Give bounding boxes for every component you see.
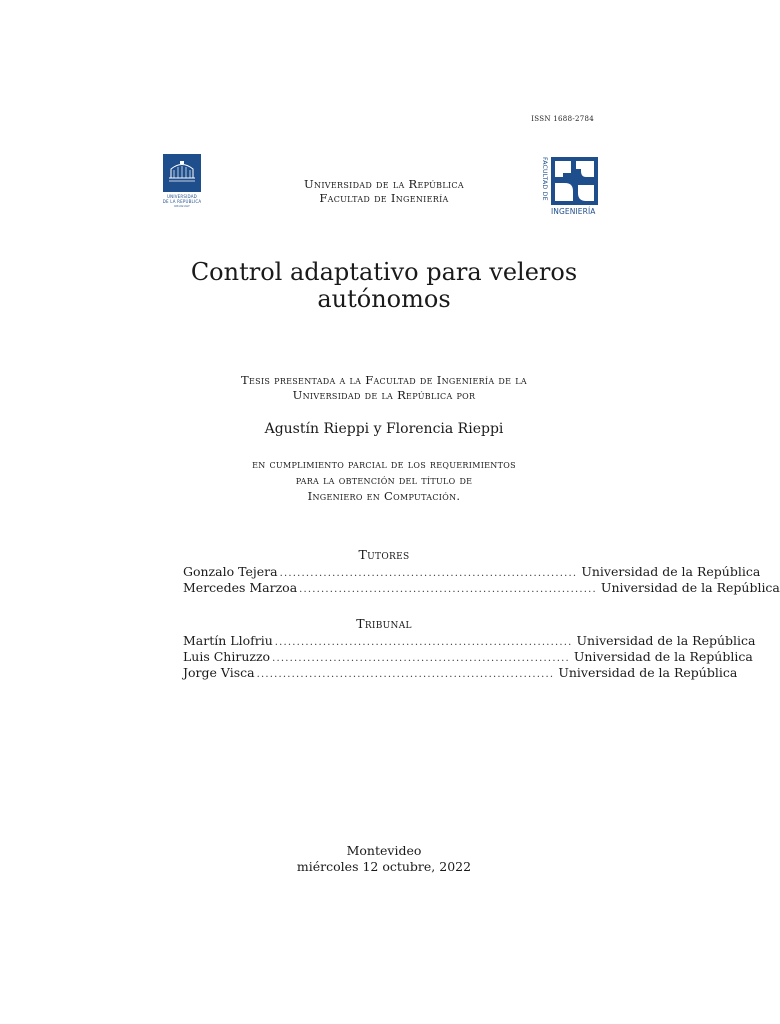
university-name: Universidad de la República <box>304 177 464 191</box>
presentation-line: Universidad de la República por <box>292 388 476 402</box>
person-name: Martín Llofriu <box>183 633 273 648</box>
tribunal-list <box>183 633 756 681</box>
fing-logo <box>537 155 601 217</box>
authors: Agustín Rieppi y Florencia Rieppi <box>264 421 504 437</box>
udelar-caption-line: DE LA REPÚBLICA <box>162 199 202 204</box>
person-name: Jorge Visca <box>183 665 255 680</box>
list-item <box>183 665 738 681</box>
thesis-presentation <box>0 373 768 403</box>
city: Montevideo <box>346 843 422 858</box>
fulfillment-line: para la obtención del título de <box>295 473 473 487</box>
person-institution: Universidad de la República <box>600 580 780 595</box>
udelar-caption-line: UNIVERSIDAD <box>167 194 197 199</box>
leader-dots: .................................................................... <box>272 653 570 664</box>
thesis-title-line: autónomos <box>317 285 451 313</box>
thesis-title <box>0 259 768 313</box>
fulfillment-line: en cumplimiento parcial de los requerimientos <box>252 457 516 471</box>
leader-dots: .................................................................... <box>279 568 578 579</box>
presentation-line: Tesis presentada a la Facultad de Ingeniería de la <box>241 373 527 387</box>
degree-fulfillment <box>0 456 768 504</box>
leader-dots: .................................................................... <box>274 637 573 648</box>
tutores-list <box>183 564 780 596</box>
person-institution: Universidad de la República <box>576 633 756 648</box>
fing-emblem-icon <box>551 157 598 205</box>
date: miércoles 12 octubre, 2022 <box>296 859 472 874</box>
list-item <box>183 580 780 596</box>
tribunal-heading: Tribunal <box>356 616 412 631</box>
institution-header <box>0 177 768 205</box>
list-item <box>183 564 761 580</box>
person-institution: Universidad de la República <box>581 564 761 579</box>
person-name: Mercedes Marzoa <box>183 580 298 595</box>
fing-side-text: FACULTAD DE <box>541 157 548 201</box>
place-and-date <box>0 843 768 875</box>
person-institution: Universidad de la República <box>558 665 738 680</box>
person-institution: Universidad de la República <box>573 649 753 664</box>
person-name: Gonzalo Tejera <box>183 564 278 579</box>
udelar-caption-line: URUGUAY <box>173 204 191 208</box>
tutores-heading: Tutores <box>358 547 410 562</box>
leader-dots: .................................................................... <box>256 669 555 680</box>
issn-number: ISSN 1688-2784 <box>531 115 594 123</box>
leader-dots: .................................................................... <box>299 584 597 595</box>
list-item <box>183 649 753 665</box>
fulfillment-line: Ingeniero en Computación. <box>307 489 461 503</box>
fing-bottom-text: INGENIERÍA <box>551 207 596 216</box>
thesis-title-line: Control adaptativo para veleros <box>190 258 578 286</box>
person-name: Luis Chiruzzo <box>183 649 271 664</box>
faculty-name: Facultad de Ingeniería <box>319 191 449 205</box>
fing-side-label <box>538 157 548 217</box>
list-item <box>183 633 756 649</box>
